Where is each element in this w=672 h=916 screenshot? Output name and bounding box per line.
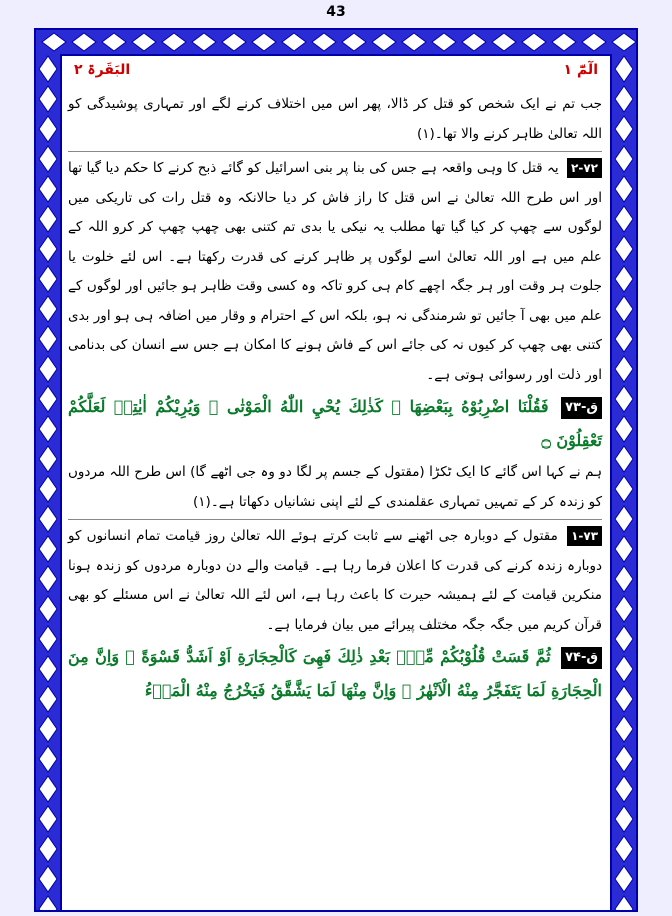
border-diamond: [582, 33, 606, 51]
border-diamond: [39, 446, 57, 472]
border-diamond: [615, 776, 633, 802]
border-diamond: [615, 416, 633, 442]
border-diamond: [39, 836, 57, 862]
border-diamond: [615, 266, 633, 292]
border-diamond: [42, 33, 66, 51]
border-diamond: [39, 146, 57, 172]
border-diamond: [492, 33, 516, 51]
border-diamond: [192, 33, 216, 51]
border-diamond: [615, 506, 633, 532]
border-diamond: [39, 686, 57, 712]
border-diamond: [615, 386, 633, 412]
paragraph-text: یہ قتل کا وہی واقعہ ہے جس کی بنا پر بنی اسرائیل کو گائے ذبح کرنے کا حکم دیا گیا تھا اور اس طرح اللہ تعالیٰ نے اس قتل کا راز فاش کر دیا حالانکہ وہ قتل رات کی تاریکی میں لوگوں سے چھپ کر کیا گیا تھا مطلب یہ نیکی یا بدی تم کتنی بھی چھپ چھپ کر کرو اللہ کے علم میں ہے اور اللہ تعالیٰ اسے لوگوں پر ظاہر کرنے کی قدرت رکھتا ہے۔ اس لئے خلوت یا جلوت ہر وقت اور ہر جگہ اچھے کام ہی کرو تاکہ وہ کسی وقت ظاہر ہو جائیں اور لوگوں کے علم میں بھی آ جائیں تو شرمندگی نہ ہو، بلکہ اس کے احترام و وقار میں اضافہ ہی ہو اور بدی کتنی بھی چھپ کر کیوں نہ کی جائے اس کے فاش ہونے کا امکان ہے جس سے انسان کی بدنامی اور ذلت اور رسوائی ہوتی ہے۔: [68, 160, 602, 383]
border-diamond: [432, 33, 456, 51]
border-diamond: [39, 626, 57, 652]
border-diamond: [39, 506, 57, 532]
divider: [68, 151, 602, 152]
border-diamond: [615, 326, 633, 352]
verse-number-badge: ق-۷۴: [561, 647, 602, 669]
border-diamond: [615, 356, 633, 382]
border-diamond: [39, 716, 57, 742]
page-content-area: [60, 54, 612, 910]
border-diamond: [39, 896, 57, 910]
verse-text: ثُمَّ قَسَتْ قُلُوْبُكُمْ مِّنْۢ بَعْدِ ذٰلِكَ فَهِىَ كَالْحِجَارَةِ اَوْ اَشَدُّ قَسْوَةً ۭ وَاِنَّ مِنَ الْحِجَارَةِ لَمَا يَتَفَجَّرُ مِنْهُ الْاَنْهٰرُ ۭ وَاِنَّ مِنْهَا لَمَا يَشَّقَّقُ فَيَخْرُجُ مِنْهُ الْمَاۗءُ: [68, 647, 602, 700]
header-surah-name: البَقَرۃ ۲: [74, 62, 131, 78]
border-diamond: [39, 236, 57, 262]
border-diamond: [615, 656, 633, 682]
border-diamond: [39, 806, 57, 832]
footnote-paragraph: [68, 154, 602, 390]
border-diamond: [72, 33, 96, 51]
border-diamond: [615, 116, 633, 142]
border-diamond: [39, 416, 57, 442]
border-diamond: [522, 33, 546, 51]
border-diamond: [282, 33, 306, 51]
translation-paragraph: [68, 90, 602, 149]
border-diamond: [612, 33, 636, 51]
border-diamond: [615, 146, 633, 172]
border-diamond: [39, 566, 57, 592]
border-diamond: [39, 596, 57, 622]
border-diamond: [462, 33, 486, 51]
border-diamond: [615, 626, 633, 652]
translation-paragraph: [68, 458, 602, 517]
divider: [68, 519, 602, 520]
border-diamond: [615, 236, 633, 262]
border-diamond: [39, 746, 57, 772]
border-diamond: [39, 86, 57, 112]
page-body: [68, 90, 602, 708]
border-diamond: [102, 33, 126, 51]
verse-text: فَقُلْنَا اضْرِبُوْهُ بِبَعْضِهَا ۭ كَذٰلِكَ يُحْيِ اللّٰهُ الْمَوْتٰى ۙ وَيُرِيْكُمْ اٰيٰتِهٖ لَعَلَّكُمْ تَعْقِلُوْنَ ۝: [68, 397, 602, 450]
paragraph-text: جب تم نے ایک شخص کو قتل کر ڈالا، پھر اس میں اختلاف کرنے لگے اور تمہاری پوشیدگی کو اللہ تعالیٰ ظاہر کرنے والا تھا۔(۱): [68, 96, 602, 142]
border-diamond: [39, 296, 57, 322]
border-diamond: [615, 686, 633, 712]
border-diamond: [39, 56, 57, 82]
border-diamond: [615, 866, 633, 892]
border-diamond: [615, 566, 633, 592]
quran-verse: [68, 640, 602, 708]
border-diamond: [402, 33, 426, 51]
border-diamond: [39, 776, 57, 802]
paragraph-text: ہم نے کہا اس گائے کا ایک ٹکڑا (مقتول کے جسم پر لگا دو وہ جی اٹھے گا) اس طرح اللہ مردوں کو زندہ کر کے تمہیں تمہاری عقلمندی کے لئے اپنی نشانیاں دکھاتا ہے۔(۱): [68, 464, 602, 510]
border-diamond: [132, 33, 156, 51]
border-diamond: [615, 446, 633, 472]
border-diamond: [39, 536, 57, 562]
border-diamond: [615, 746, 633, 772]
border-diamond: [39, 866, 57, 892]
border-diamond: [39, 656, 57, 682]
decorative-frame: [34, 28, 638, 912]
border-diamond: [615, 716, 633, 742]
border-diamond: [162, 33, 186, 51]
border-diamond: [615, 536, 633, 562]
border-diamond: [615, 296, 633, 322]
border-diamond: [39, 266, 57, 292]
page-header: [70, 60, 602, 84]
border-diamond: [615, 176, 633, 202]
border-diamond: [615, 56, 633, 82]
note-number-badge: ۱-۷۳: [567, 526, 602, 546]
border-diamond: [342, 33, 366, 51]
border-diamond: [615, 86, 633, 112]
border-diamond: [615, 896, 633, 910]
border-diamond: [552, 33, 576, 51]
border-diamond: [39, 386, 57, 412]
border-diamond: [39, 326, 57, 352]
page-number: 43: [326, 4, 346, 20]
paragraph-text: مقتول کے دوبارہ جی اٹھنے سے ثابت کرتے ہوئے اللہ تعالیٰ روز قیامت تمام انسانوں کو دوبارہ زندہ کرنے کی قدرت کا اعلان فرما رہا ہے۔ قیامت والے دن دوبارہ مردوں کو زندہ ہونا منکرین قیامت کے لئے ہمیشہ حیرت کا باعث رہا ہے، اس لئے اللہ تعالیٰ نے اس مسئلے کو بھی قرآن کریم میں جگہ جگہ مختلف پیرائے میں بیان فرمایا ہے۔: [68, 528, 602, 633]
note-number-badge: ۲-۷۲: [567, 158, 602, 178]
border-diamond: [39, 476, 57, 502]
border-diamond: [615, 836, 633, 862]
border-diamond: [252, 33, 276, 51]
border-diamond: [39, 206, 57, 232]
border-diamond: [39, 356, 57, 382]
border-diamond: [615, 596, 633, 622]
border-diamond: [615, 476, 633, 502]
border-diamond: [615, 806, 633, 832]
border-diamond: [312, 33, 336, 51]
header-para-name: الٓمّٓ ۱: [563, 62, 598, 78]
border-diamond: [222, 33, 246, 51]
quran-verse: [68, 390, 602, 458]
border-diamond: [39, 116, 57, 142]
verse-number-badge: ق-۷۳: [561, 397, 602, 419]
border-diamond: [372, 33, 396, 51]
footnote-paragraph: [68, 522, 602, 640]
border-diamond: [615, 206, 633, 232]
border-diamond: [39, 176, 57, 202]
